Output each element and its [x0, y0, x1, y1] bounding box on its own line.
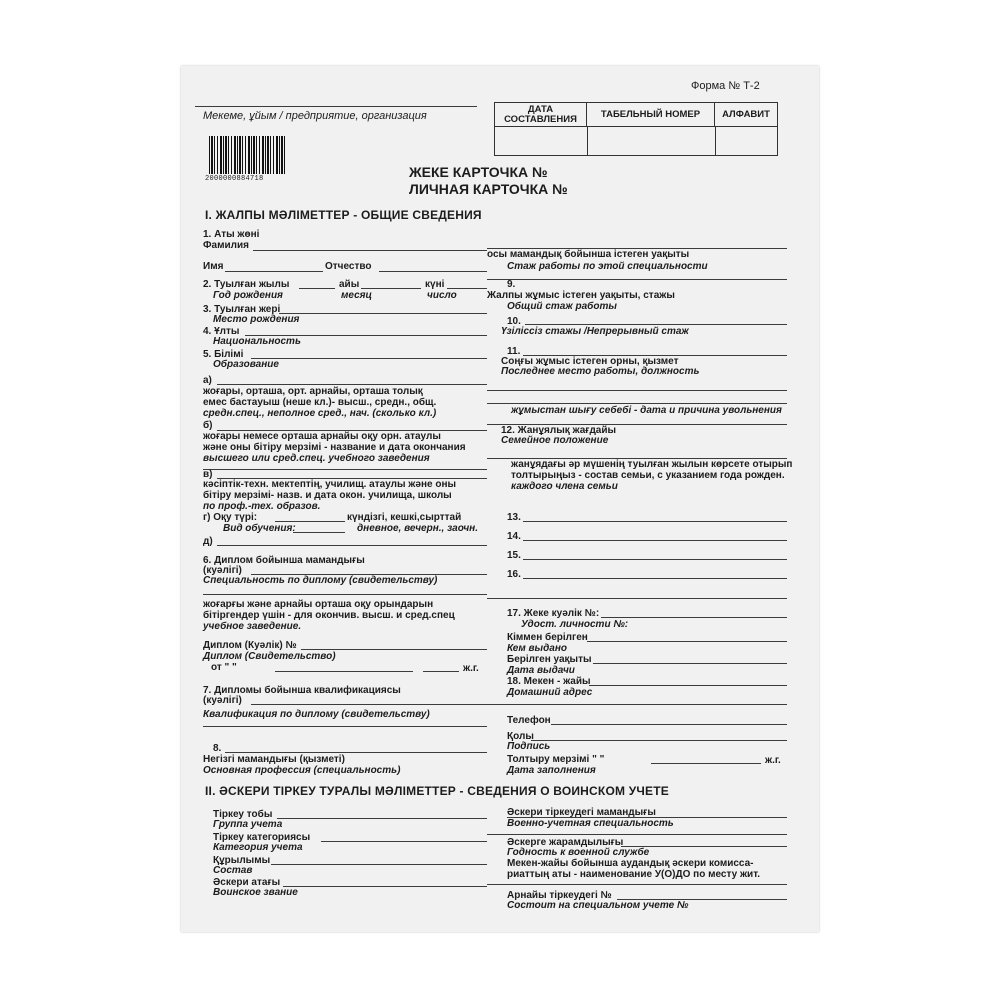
surname-line[interactable]: [253, 250, 487, 251]
sign-ru: Подпись: [507, 741, 551, 752]
address-line-2[interactable]: [487, 704, 787, 705]
grad-2: бітіргендер үшін - для окончив. высш. и сред.спец: [203, 610, 455, 621]
edu-a-2: емес бастауыш (неше кл.)- высш., средн., общ.: [203, 397, 437, 408]
birth-day-label: күні: [425, 279, 445, 290]
f4-label: 4. Ұлты: [203, 326, 240, 337]
main-profession-ru: Основная профессия (специальность): [203, 765, 401, 776]
r9-ru: Общий стаж работы: [507, 301, 617, 312]
edu-v-3: по проф.-тех. образов.: [203, 501, 321, 512]
row-14-line[interactable]: [523, 540, 787, 541]
header-vline-2: [715, 126, 716, 155]
mil-office-2: риаттың аты - наименование У(О)ДО по месту жит.: [507, 869, 760, 880]
r11-label: Соңғы жұмыс істеген орны, қызмет: [501, 356, 679, 367]
barcode-icon: [209, 136, 285, 174]
row-16: 16.: [507, 569, 521, 580]
edu-b-line2[interactable]: [203, 469, 487, 470]
edu-d-line[interactable]: [217, 545, 487, 546]
grad-1: жоғарғы және арнайы орташа оқу орындарын: [203, 599, 434, 610]
issued-line[interactable]: [593, 663, 787, 664]
f8-line[interactable]: [225, 752, 487, 753]
mil-specialty-ru: Военно-учетная специальность: [507, 818, 674, 829]
r12-label: 12. Жанұялық жағдайы: [501, 425, 617, 436]
section-military: II. ӘСКЕРИ ТІРКЕУ ТУРАЛЫ МӘЛІМЕТТЕР - СВЕДЕНИЯ О ВОИНСКОМ УЧЕТЕ: [205, 784, 669, 798]
mil-category: Тіркеу категориясы: [213, 832, 311, 843]
f6-cert: (куәлігі): [203, 565, 242, 576]
qualification-line-2[interactable]: [203, 726, 487, 727]
birth-year-line[interactable]: [299, 288, 335, 289]
edu-b-3: высшего или сред.спец. учебного заведения: [203, 453, 430, 464]
issued-label: Берілген уақыты: [507, 654, 592, 665]
row-14: 14.: [507, 531, 521, 542]
mil-fitness: Әскерге жарамдылығы: [507, 837, 624, 848]
mil-group-ru: Группа учета: [213, 819, 283, 830]
f4-ru: Национальность: [213, 336, 301, 347]
r10-label: Үзіліссіз стажы /Непрерывный стаж: [501, 326, 689, 337]
r10-line[interactable]: [525, 324, 787, 325]
study-form-ru-line[interactable]: [293, 532, 345, 533]
row-13: 13.: [507, 512, 521, 523]
f6-ru: Специальность по диплому (свидетельству): [203, 575, 438, 586]
edu-a-label: а): [203, 375, 212, 386]
mil-fitness-top-line[interactable]: [487, 834, 787, 835]
fill-year-suffix: ж.г.: [765, 755, 781, 766]
mil-group-line[interactable]: [277, 818, 487, 819]
mil-office-line[interactable]: [487, 884, 787, 885]
row-16-line-2[interactable]: [487, 598, 787, 599]
edu-b-1: жоғары немесе орташа арнайы оқу орн. атаулы: [203, 431, 441, 442]
f3-label: 3. Туылған жері: [203, 304, 281, 315]
f8-label: 8.: [213, 743, 222, 754]
study-form-line[interactable]: [275, 521, 345, 522]
mil-fitness-ru: Годность к военной службе: [507, 847, 650, 858]
r11-ru: Последнее место работы, должность: [501, 366, 700, 377]
header-col-date: ДАТА СОСТАВЛЕНИЯ: [495, 103, 587, 126]
education-line[interactable]: [251, 358, 487, 359]
surname-label: Фамилия: [203, 240, 249, 251]
org-label: Мекеме, ұйым / предприятие, организация: [203, 110, 427, 122]
header-col-tabnum: ТАБЕЛЬНЫЙ НОМЕР: [587, 103, 715, 126]
mil-rank-line[interactable]: [283, 886, 487, 887]
main-profession: Негізгі мамандығы (қызметі): [203, 754, 345, 765]
r11-number: 11.: [507, 346, 521, 357]
mil-rank: Әскери атағы: [213, 877, 281, 888]
birth-month-label: айы: [339, 279, 360, 290]
f1-label: 1. Аты жөні: [203, 229, 260, 240]
edu-v-1: кәсіптік-техн. мектептің, училищ. атаулы және оны: [203, 479, 457, 490]
diploma-label: Диплом (Куәлік) №: [203, 640, 297, 651]
personal-card-form-sheet: [181, 66, 819, 932]
phone-label: Телефон: [507, 715, 551, 726]
r11-line-3[interactable]: [487, 403, 787, 404]
study-form-label: г) Оқу түрі:: [203, 512, 258, 523]
diploma-date-from: от " ": [211, 662, 237, 673]
study-forms-ru: дневное, вечерн., заочн.: [357, 523, 478, 534]
edu-a-3: средн.спец., неполное сред., нач. (сколько кл.): [203, 408, 437, 419]
mil-composition: Құрылымы: [213, 855, 271, 866]
org-line: [195, 106, 477, 107]
f6-label: 6. Диплом бойынша мамандығы: [203, 555, 365, 566]
edu-a-line[interactable]: [217, 384, 487, 385]
edu-b-label: б): [203, 420, 213, 431]
family-2: толтырыңыз - состав семьи, с указанием года рожден.: [511, 470, 785, 481]
study-form-ru: Вид обучения:: [223, 523, 296, 534]
fill-date-ru: Дата заполнения: [507, 765, 596, 776]
r17-label: 17. Жеке куәлік №:: [507, 608, 600, 619]
mil-category-ru: Категория учета: [213, 842, 303, 853]
mil-composition-line[interactable]: [271, 864, 487, 865]
row-13-line[interactable]: [523, 521, 787, 522]
title-ru: ЛИЧНАЯ КАРТОЧКА №: [409, 181, 568, 197]
sign-label: Қолы: [507, 731, 534, 742]
sign-line[interactable]: [531, 740, 787, 741]
r12-ru: Семейное положение: [501, 435, 609, 446]
issuer-line[interactable]: [587, 641, 787, 642]
diploma-ru: Диплом (Свидетельство): [203, 651, 336, 662]
birth-month-ru: месяц: [341, 290, 372, 301]
issued-ru: Дата выдачи: [507, 665, 575, 676]
section-general: I. ЖАЛПЫ МӘЛІМЕТТЕР - ОБЩИЕ СВЕДЕНИЯ: [205, 208, 482, 222]
edu-b-2: және оны бітіру мерзімі - название и дата окончания: [203, 442, 466, 453]
header-table: [494, 102, 778, 156]
r9-label: Жалпы жұмыс істеген уақыты, стажы: [487, 290, 675, 301]
address-line[interactable]: [589, 685, 787, 686]
grad-3: учебное заведение.: [203, 621, 302, 632]
issuer-ru: Кем выдано: [507, 643, 567, 654]
diploma-year-suffix: ж.г.: [463, 663, 479, 674]
title-kz: ЖЕКЕ КАРТОЧКА №: [409, 164, 548, 180]
mil-composition-ru: Состав: [213, 865, 253, 876]
fill-date-line[interactable]: [651, 763, 761, 764]
leave-reason: жұмыстан шығу себебі - дата и причина увольнения: [511, 405, 782, 416]
mil-office-1: Мекен-жайы бойынша аудандық әскери комисса-: [507, 858, 754, 869]
birthplace-line[interactable]: [279, 313, 487, 314]
birth-day-ru: число: [427, 290, 457, 301]
r18-ru: Домашний адрес: [507, 687, 593, 698]
f7-label: 7. Дипломы бойынша квалификациясы: [203, 685, 401, 696]
mil-special: Арнайы тіркеудегі №: [507, 890, 612, 901]
mil-rank-ru: Воинское звание: [213, 887, 298, 898]
header-col-alphabet: АЛФАВИТ: [722, 109, 770, 120]
edu-d-label: д): [203, 536, 213, 547]
patronymic-line[interactable]: [379, 271, 487, 272]
edu-v-label: в): [203, 469, 213, 480]
mil-category-line[interactable]: [321, 841, 487, 842]
row-15: 15.: [507, 550, 521, 561]
family-1: жанұядағы әр мүшенің туылған жылын көрсете отырып: [511, 459, 793, 470]
barcode-number: 2000000884718: [205, 175, 264, 183]
birth-month-line[interactable]: [361, 288, 421, 289]
r11-line-2[interactable]: [487, 390, 787, 391]
mil-group: Тіркеу тобы: [213, 809, 273, 820]
f7-ru: Квалификация по диплому (свидетельству): [203, 709, 430, 720]
r17-line[interactable]: [601, 617, 787, 618]
mil-specialty: Әскери тіркеудегі мамандығы: [507, 807, 656, 818]
edu-v-2: бітіру мерзімі- назв. и дата окон. училища, школы: [203, 490, 452, 501]
header-vline-1: [587, 126, 588, 155]
r17-ru: Удост. личности №:: [521, 619, 629, 630]
phone-line[interactable]: [551, 724, 787, 725]
issuer-label: Кіммен берілген: [507, 632, 588, 643]
header-table-divider: [495, 126, 777, 127]
family-3: каждого члена семьи: [511, 481, 618, 492]
row-15-line[interactable]: [523, 559, 787, 560]
mil-special-ru: Состоит на специальном учете №: [507, 900, 689, 911]
f7-cert: (куәлігі): [203, 695, 242, 706]
f5-label: 5. Білімі: [203, 349, 244, 360]
f5-ru: Образование: [213, 359, 279, 370]
patronymic-label: Отчество: [325, 261, 372, 272]
r9-number: 9.: [507, 279, 516, 290]
r0-label: осы мамандық бойынша істеген уақыты: [487, 249, 690, 260]
r10-number: 10.: [507, 316, 521, 327]
name-line[interactable]: [225, 271, 323, 272]
birth-year-ru: Год рождения: [213, 290, 283, 301]
fill-date-label: Толтыру мерзімі " ": [507, 754, 605, 765]
diploma-line[interactable]: [301, 649, 487, 650]
specialty-line-2[interactable]: [203, 594, 487, 595]
study-forms-kz: күндізгі, кешкі,сырттай: [347, 512, 462, 523]
r9-top-line[interactable]: [487, 279, 787, 280]
form-number: Форма № Т-2: [691, 80, 760, 92]
edu-a-1: жоғары, орташа, орт. арнайы, орташа толық: [203, 386, 423, 397]
diploma-date-line[interactable]: [275, 671, 413, 672]
name-label: Имя: [203, 261, 224, 272]
row-16-line[interactable]: [523, 578, 787, 579]
f3-ru: Место рождения: [213, 314, 300, 325]
diploma-year-line[interactable]: [423, 671, 459, 672]
birth-day-line[interactable]: [447, 288, 487, 289]
qualification-line[interactable]: [251, 704, 487, 705]
f2-label: 2. Туылған жылы: [203, 279, 290, 290]
r0-ru: Стаж работы по этой специальности: [507, 261, 708, 272]
r18-label: 18. Мекен - жайы: [507, 676, 591, 687]
